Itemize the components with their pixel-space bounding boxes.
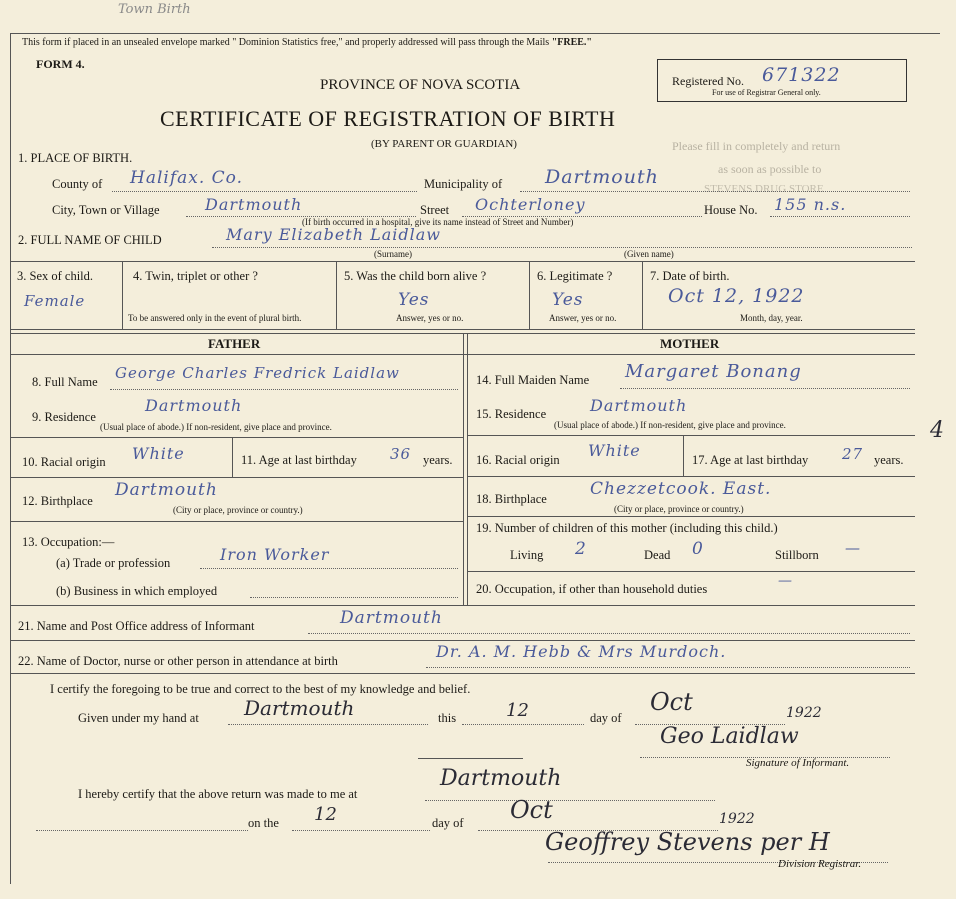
given-name-note: (Given name) (624, 249, 674, 259)
registered-box (657, 59, 907, 102)
mother-birthplace-label: 18. Birthplace (476, 492, 547, 506)
registrar-signature: Geoffrey Stevens per H (545, 828, 830, 856)
sex-label: 3. Sex of child. (17, 269, 94, 283)
place-of-birth-heading: 1. PLACE OF BIRTH. (18, 151, 133, 165)
father-age-label: 11. Age at last birthday (241, 453, 357, 467)
stillborn-value: — (845, 539, 861, 557)
registrar-year-value: 1922 (719, 811, 755, 827)
given-label: Given under my hand at (78, 711, 199, 725)
hospital-note: (If birth occurred in a hospital, give its name instead of Street and Number) (302, 217, 574, 227)
stamp-line-3: STEVENS DRUG STORE (704, 183, 824, 195)
father-residence-value: Dartmouth (145, 396, 243, 415)
father-residence-note: (Usual place of abode.) If non-resident, give place and province. (100, 422, 332, 432)
father-business-label: (b) Business in which employed (56, 584, 218, 598)
child-name-label: 2. FULL NAME OF CHILD (18, 233, 162, 247)
father-name-value: George Charles Fredrick Laidlaw (115, 364, 400, 382)
registrar-caption: Division Registrar. (778, 858, 862, 870)
father-occupation-label: 13. Occupation:— (22, 535, 115, 549)
sex-value: Female (24, 292, 86, 310)
mother-racial-value: White (588, 441, 641, 460)
mother-residence-value: Dartmouth (590, 396, 688, 415)
informant-signature-caption: Signature of Informant. (746, 757, 850, 769)
mother-birthplace-note: (City or place, province or country.) (614, 504, 744, 514)
certificate-subtitle: (BY PARENT OR GUARDIAN) (371, 138, 517, 150)
birth-date-note: Month, day, year. (740, 313, 803, 323)
left-border (10, 34, 11, 884)
city-label: City, Town or Village (52, 203, 160, 217)
informant-label: 21. Name and Post Office address of Informant (18, 619, 255, 633)
legitimate-label: 6. Legitimate ? (537, 269, 613, 283)
father-residence-label: 9. Residence (32, 410, 96, 424)
mother-age-years: years. (874, 453, 904, 467)
mother-age-label: 17. Age at last birthday (692, 453, 809, 467)
mother-occupation-value: — (778, 573, 793, 589)
mail-notice: This form if placed in an unsealed envelope marked " Dominion Statistics free," and properly addressed will pass through the Mails "FREE." (22, 37, 592, 48)
registrar-certify-text: I hereby certify that the above return was made to me at (78, 787, 358, 801)
father-trade-label: (a) Trade or profession (56, 556, 171, 570)
city-value: Dartmouth (205, 195, 303, 214)
form-number: FORM 4. (36, 57, 85, 71)
mother-name-label: 14. Full Maiden Name (476, 373, 590, 387)
alive-label: 5. Was the child born alive ? (344, 269, 487, 283)
mother-name-value: Margaret Bonang (625, 361, 802, 382)
doctor-label: 22. Name of Doctor, nurse or other person in attendance at birth (18, 654, 338, 668)
father-racial-label: 10. Racial origin (22, 455, 106, 469)
father-name-label: 8. Full Name (32, 375, 98, 389)
alive-value: Yes (398, 290, 430, 310)
registrar-on-the-label: on the (248, 816, 279, 830)
registrar-note: For use of Registrar General only. (712, 88, 821, 97)
father-birthplace-note: (City or place, province or country.) (173, 505, 303, 515)
municipality-label: Municipality of (424, 177, 503, 191)
stillborn-label: Stillborn (775, 548, 819, 562)
children-count-label: 19. Number of children of this mother (including this child.) (476, 521, 778, 535)
margin-mark: 4 (930, 418, 944, 443)
child-name-value: Mary Elizabeth Laidlaw (226, 225, 441, 244)
registrar-month-value: Oct (510, 796, 553, 824)
registrar-place-value: Dartmouth (440, 766, 562, 791)
mother-heading: MOTHER (660, 336, 720, 351)
father-racial-value: White (132, 444, 185, 463)
corner-note: Town Birth (118, 2, 191, 17)
registrar-day-of-label: day of (432, 816, 464, 830)
living-label: Living (510, 548, 544, 562)
living-value: 2 (575, 539, 587, 559)
certify-text: I certify the foregoing to be true and correct to the best of my knowledge and belief. (50, 682, 471, 696)
street-value: Ochterloney (475, 195, 586, 214)
birth-date-value: Oct 12, 1922 (668, 285, 805, 307)
dead-label: Dead (644, 548, 671, 562)
father-heading: FATHER (208, 336, 261, 351)
given-day-value: 12 (506, 700, 529, 721)
registered-label: Registered No. (672, 74, 744, 88)
informant-signature: Geo Laidlaw (660, 724, 799, 749)
province-title: PROVINCE OF NOVA SCOTIA (320, 77, 521, 93)
mother-residence-note: (Usual place of abode.) If non-resident, give place and province. (554, 420, 786, 430)
street-label: Street (420, 203, 450, 217)
father-trade-value: Iron Worker (220, 545, 330, 564)
father-birthplace-label: 12. Birthplace (22, 494, 93, 508)
father-age-value: 36 (390, 445, 412, 463)
parents-divider (463, 333, 464, 605)
this-label: this (438, 711, 457, 725)
twin-label: 4. Twin, triplet or other ? (133, 269, 258, 283)
doctor-value: Dr. A. M. Hebb & Mrs Murdoch. (436, 642, 727, 661)
house-value: 155 n.s. (774, 195, 847, 214)
stamp-line-2: as soon as possible to (718, 162, 822, 176)
father-age-years: years. (423, 453, 453, 467)
municipality-value: Dartmouth (545, 166, 659, 188)
registered-number: 671322 (762, 64, 841, 86)
given-year-value: 1922 (786, 705, 822, 721)
alive-note: Answer, yes or no. (396, 313, 464, 323)
legitimate-value: Yes (552, 290, 584, 310)
county-value: Halifax. Co. (130, 168, 244, 188)
twin-note: To be answered only in the event of plural birth. (128, 313, 302, 323)
certificate-title: CERTIFICATE OF REGISTRATION OF BIRTH (160, 106, 616, 131)
county-label: County of (52, 177, 103, 191)
stamp-line-1: Please fill in completely and return (672, 139, 841, 153)
mother-birthplace-value: Chezzetcook. East. (590, 479, 772, 499)
given-day-of-label: day of (590, 711, 622, 725)
given-place-value: Dartmouth (244, 696, 355, 720)
top-border (10, 33, 940, 34)
registrar-day-value: 12 (314, 804, 337, 825)
mother-occupation-label: 20. Occupation, if other than household duties (476, 582, 708, 596)
legitimate-note: Answer, yes or no. (549, 313, 617, 323)
father-birthplace-value: Dartmouth (115, 480, 218, 500)
birth-date-label: 7. Date of birth. (650, 269, 730, 283)
house-label: House No. (704, 203, 758, 217)
informant-value: Dartmouth (340, 608, 443, 628)
given-month-value: Oct (650, 688, 693, 716)
mother-age-value: 27 (842, 445, 864, 463)
mother-residence-label: 15. Residence (476, 407, 547, 421)
dead-value: 0 (692, 539, 704, 559)
mother-racial-label: 16. Racial origin (476, 453, 560, 467)
surname-note: (Surname) (374, 249, 412, 259)
